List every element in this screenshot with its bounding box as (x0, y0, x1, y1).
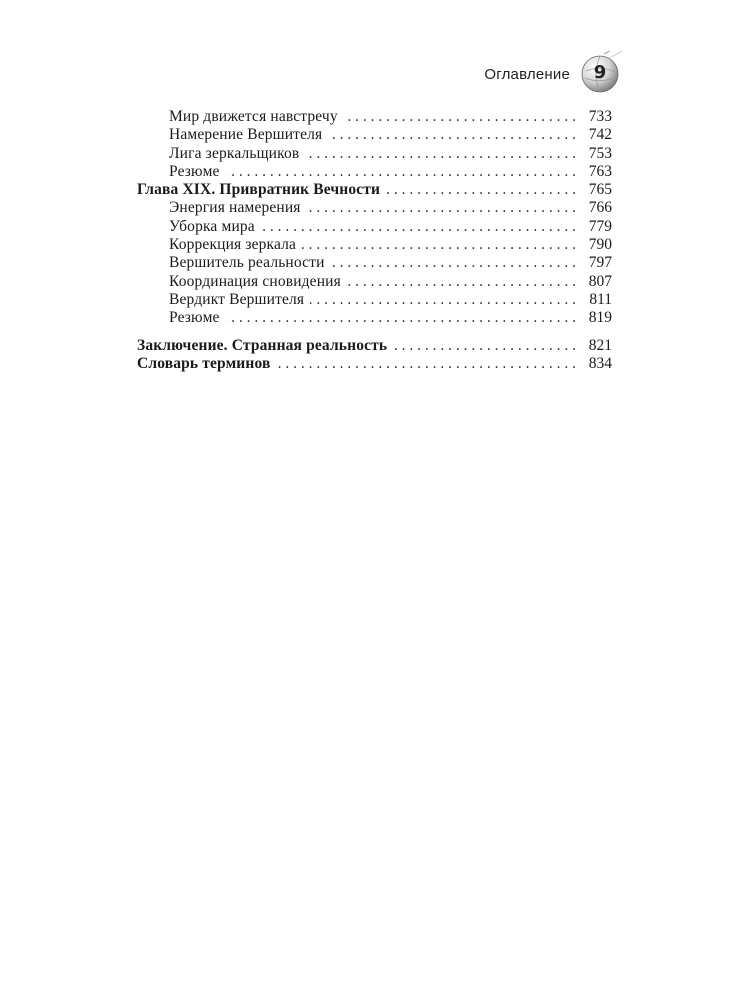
toc-entry-title: Координация сновидения (169, 272, 341, 290)
toc-chapter-entry[interactable] (137, 355, 612, 373)
page-number: 9 (593, 62, 607, 83)
toc-entry-title: Вершитель реальности (169, 254, 325, 272)
toc-section-entry[interactable] (137, 163, 612, 181)
section-title: Оглавление (484, 65, 570, 83)
dot-leader (277, 355, 577, 373)
toc-section-entry[interactable] (137, 126, 612, 144)
toc-entry-title: Резюме (169, 309, 220, 327)
toc-entry-title: Мир движется навстречу (169, 108, 338, 125)
toc-entry-title: Резюме (169, 162, 220, 180)
toc-entry-page-number: 819 (588, 309, 612, 327)
toc-entry-page-number: 834 (588, 354, 612, 372)
toc-section-entry[interactable] (137, 291, 612, 309)
toc-entry-page-number: 765 (588, 181, 612, 199)
toc-entry-title: Глава XIX. Привратник Вечности (137, 181, 381, 199)
dot-leader (344, 108, 576, 126)
dot-leader (226, 163, 576, 181)
toc-entry-page-number: 763 (588, 162, 612, 180)
toc-entry-page-number: 766 (588, 199, 612, 217)
toc-entry-page-number: 797 (588, 254, 612, 272)
toc-entry-title: Словарь терминов (137, 354, 271, 372)
toc-entry-page-number: 742 (588, 126, 612, 144)
toc-entry-title: Уборка мира (169, 217, 255, 235)
dot-leader (331, 254, 576, 272)
dot-leader (302, 236, 576, 254)
toc-entry-page-number: 821 (588, 336, 612, 354)
toc-entry-title: Коррекция зеркала (169, 236, 297, 254)
dot-leader (347, 273, 576, 291)
dot-leader (226, 309, 576, 327)
table-of-contents (137, 108, 612, 373)
toc-entry-page-number: 807 (588, 272, 612, 290)
toc-entry-title: Вердикт Вершителя (169, 290, 305, 308)
toc-section-entry[interactable] (137, 236, 612, 254)
dot-leader (328, 126, 576, 144)
dot-leader (305, 145, 576, 163)
toc-section-entry[interactable] (137, 199, 612, 217)
toc-section-entry[interactable] (137, 218, 612, 236)
toc-entry-page-number: 790 (588, 236, 612, 254)
dot-leader (307, 199, 576, 217)
toc-entry-page-number: 811 (589, 290, 612, 308)
toc-entry-page-number: 753 (588, 144, 612, 162)
toc-entry-page-number: 733 (588, 108, 612, 125)
toc-section-entry[interactable] (137, 108, 612, 126)
toc-chapter-entry[interactable] (137, 181, 612, 199)
page-number-badge (578, 51, 622, 95)
dot-leader (393, 337, 576, 355)
toc-section-entry[interactable] (137, 145, 612, 163)
toc-entry-page-number: 779 (588, 217, 612, 235)
toc-entry-title: Энергия намерения (169, 199, 301, 217)
toc-section-entry[interactable] (137, 254, 612, 272)
running-header (484, 48, 622, 98)
dot-leader (261, 218, 576, 236)
dot-leader (386, 181, 576, 199)
toc-section-entry[interactable] (137, 273, 612, 291)
toc-entry-title: Лига зеркальщиков (169, 144, 300, 162)
toc-section-entry[interactable] (137, 309, 612, 327)
dot-leader (310, 291, 576, 309)
toc-entry-title: Намерение Вершителя (169, 126, 323, 144)
toc-entry-title: Заключение. Странная реальность (137, 336, 388, 354)
toc-chapter-entry[interactable] (137, 337, 612, 355)
